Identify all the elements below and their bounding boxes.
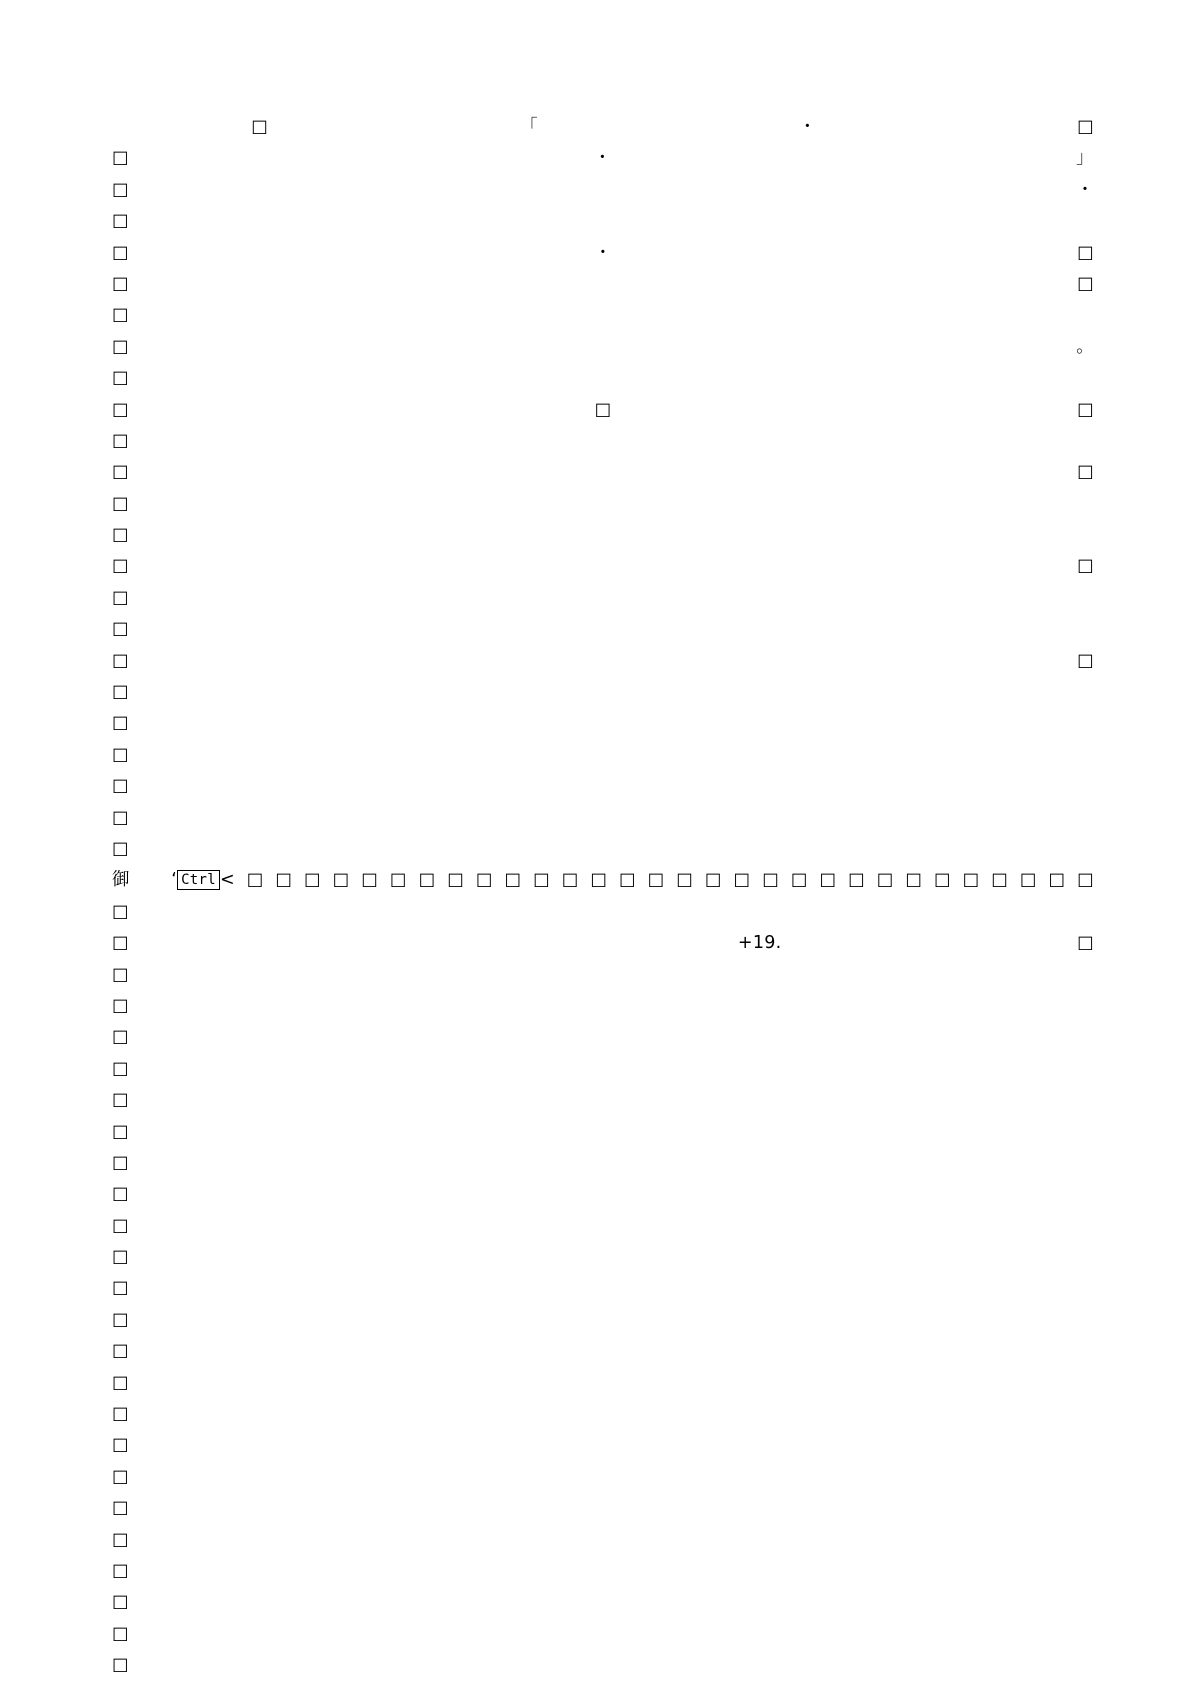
text-line: □ — [112, 368, 129, 389]
text-line: □ — [112, 744, 129, 765]
text-line: □ — [112, 1655, 129, 1676]
text-line: □ +19.□ — [112, 933, 1094, 954]
text-line: □ — [112, 1058, 129, 1079]
text-line: □ — [112, 211, 129, 232]
text-line: □ — [112, 1027, 129, 1048]
text-line: □ — [112, 430, 129, 451]
text-line: □ — [112, 1341, 129, 1362]
text-line: □ — [112, 1435, 129, 1456]
text-line: □ — [112, 1529, 129, 1550]
garbled-text-body — [112, 112, 1094, 1682]
text-line: □ — [112, 1215, 129, 1236]
text-line: □ □ — [112, 556, 1094, 577]
text-line: □ — [112, 525, 129, 546]
text-line: □ □ — [112, 650, 1094, 671]
keycap-line-suffix: <□□□□□□□□□□□□□□□□□□□□□□□□□□□□□□ — [220, 870, 1094, 891]
text-line: □ — [112, 1090, 129, 1111]
text-line: □ — [112, 1247, 129, 1268]
text-line: □ — [112, 1121, 129, 1142]
text-line: □ — [112, 587, 129, 608]
text-line: □ — [112, 1466, 129, 1487]
text-line: □ — [112, 901, 129, 922]
text-line: □ — [112, 1184, 129, 1205]
text-line: □ — [112, 305, 129, 326]
text-line: □ — [112, 776, 129, 797]
text-line: □ — [112, 1372, 129, 1393]
text-line: □ — [112, 964, 129, 985]
text-line: □ — [112, 1498, 129, 1519]
text-line: □ — [112, 1309, 129, 1330]
text-line: □ ・ — [112, 179, 1094, 200]
text-line: □ 「 ・ □ — [112, 117, 1094, 137]
text-line: □ — [112, 807, 129, 828]
text-line: □ — [112, 1404, 129, 1425]
text-line: □ — [112, 493, 129, 514]
text-line: □ — [112, 995, 129, 1016]
text-line: □ ・ □ — [112, 242, 1094, 263]
text-line: □ — [112, 1278, 129, 1299]
text-line: □ — [112, 619, 129, 640]
text-line: □ — [112, 713, 129, 734]
text-line: □ □ — [112, 462, 1094, 483]
text-line: □ ・ 」 — [112, 148, 1094, 169]
ctrl-key-glyph: Ctrl — [177, 870, 220, 890]
text-line-with-keycap — [112, 865, 1094, 896]
text-line: □ □ □ — [112, 399, 1094, 420]
text-line: □ — [112, 1623, 129, 1644]
text-line: □ — [112, 1560, 129, 1581]
keycap-line-prefix: 御 ‘ — [112, 870, 178, 891]
text-line: □ — [112, 838, 129, 859]
text-line: □ — [112, 1152, 129, 1173]
text-line: □ □ — [112, 273, 1094, 294]
text-line: □ 。 — [112, 336, 1094, 357]
text-line: □ — [112, 1592, 129, 1613]
text-line: □ — [112, 682, 129, 703]
